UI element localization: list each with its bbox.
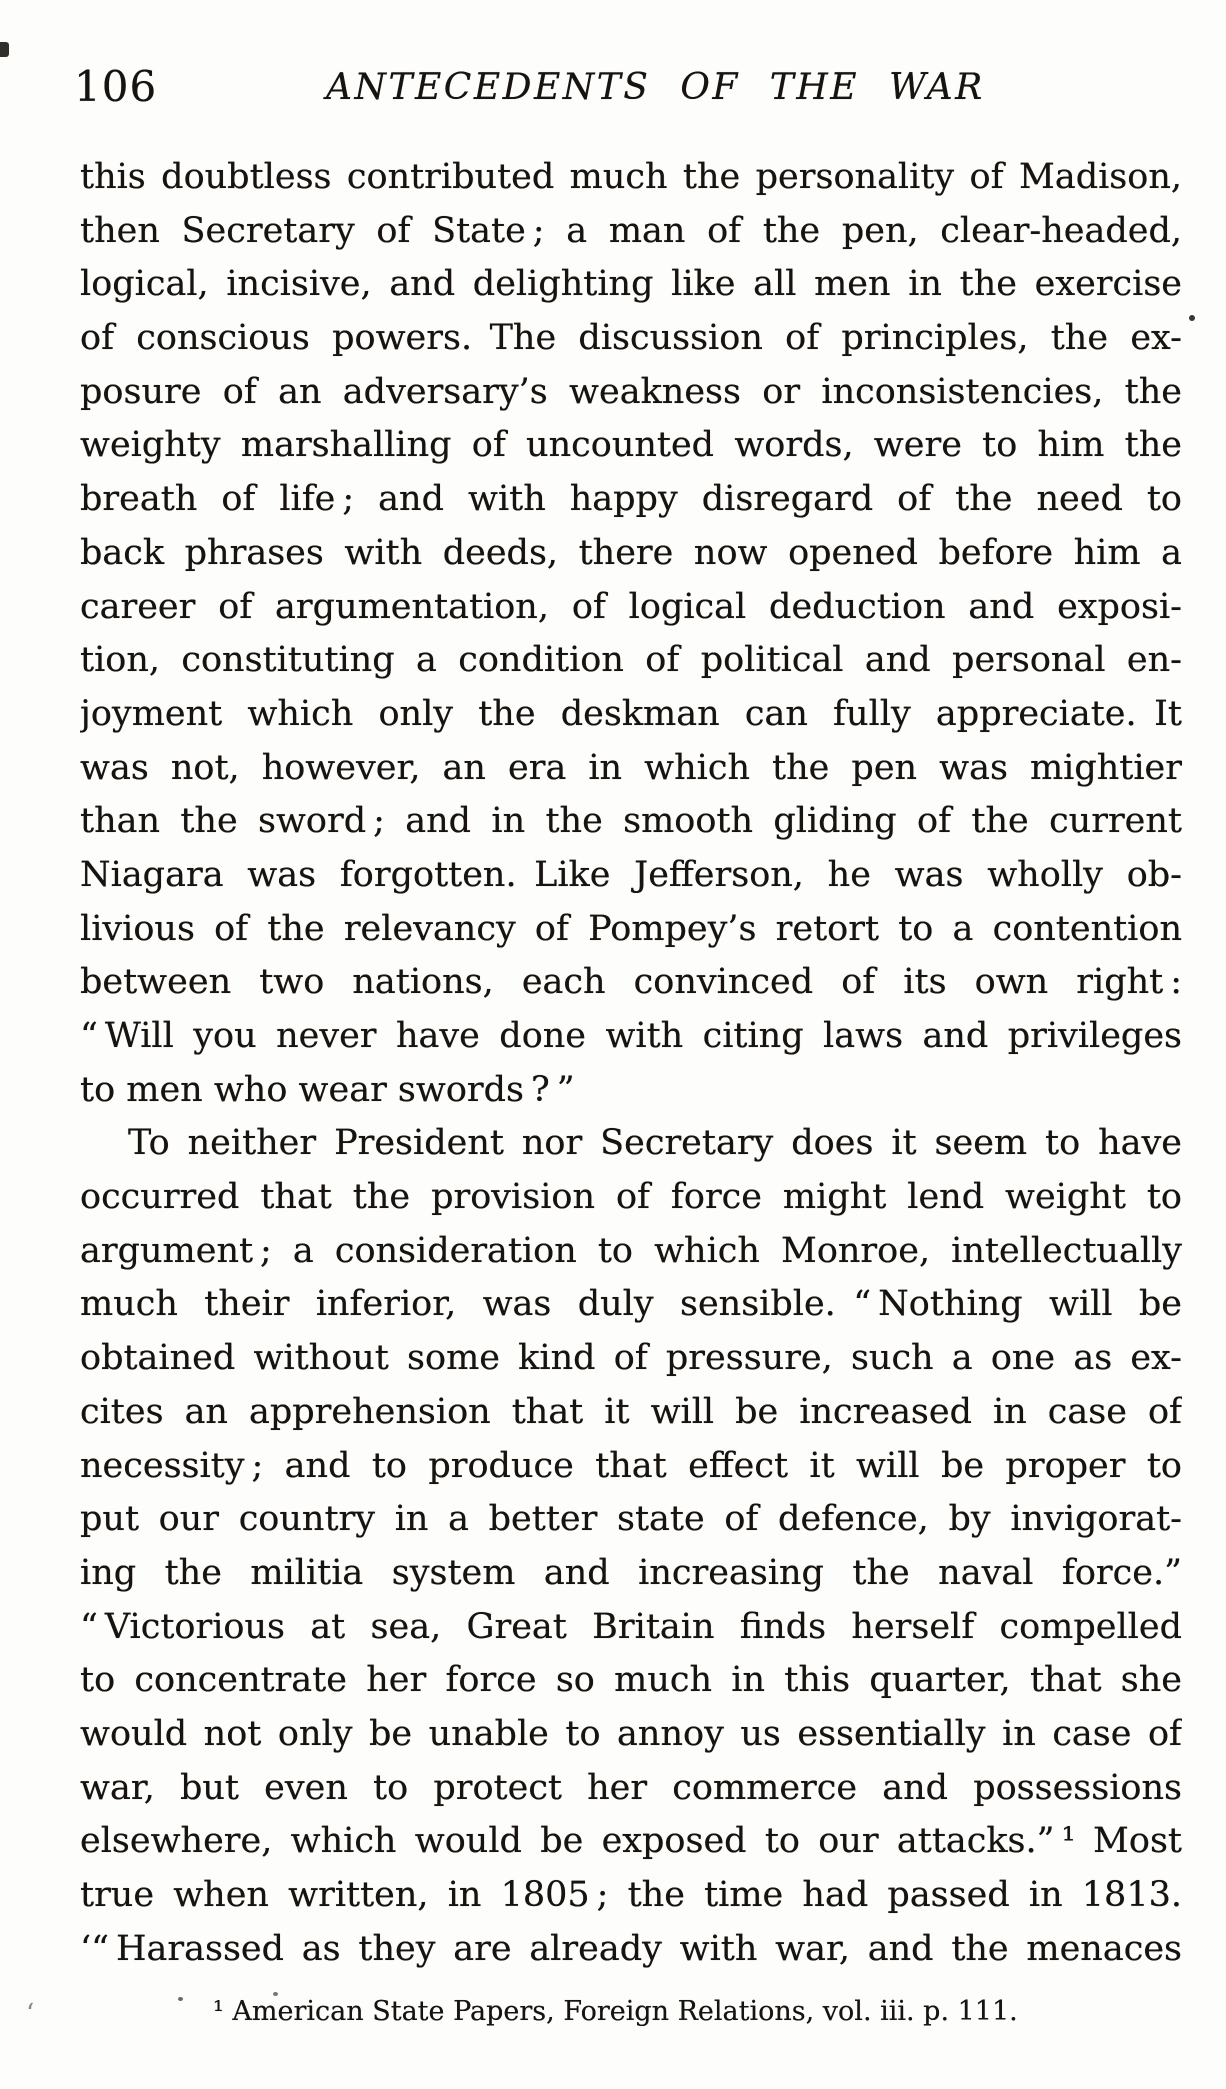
body-line: posure of an adversary’s weakness or inconsistencies, the [80, 371, 1182, 412]
body-line: Niagara was forgotten. Like Jefferson, he was wholly ob- [80, 854, 1182, 895]
body-line: breath of life ; and with happy disregard of the need to [80, 479, 1182, 520]
body-line: put our country in a better state of defence, by invigorat- [80, 1499, 1182, 1540]
body-line: tion, constituting a condition of political and personal en- [80, 640, 1182, 681]
scan-speck-artifact [273, 1992, 278, 1996]
page-number: 106 [74, 62, 158, 111]
body-line: to men who wear swords ? ” [80, 1069, 575, 1110]
body-line: between two nations, each convinced of its own right : [80, 962, 1182, 1003]
body-line: “ Will you never have done with citing laws and privileges [80, 1016, 1182, 1056]
footnote: ¹ American State Papers, Foreign Relations, vol. iii. p. 111. [213, 1996, 1018, 2027]
scan-tick-artifact: ‘ [26, 1999, 35, 2029]
body-line: to concentrate her force so much in this quarter, that she [80, 1660, 1182, 1701]
body-line: argument ; a consideration to which Monroe, intellectually [80, 1230, 1182, 1271]
body-line: was not, however, an era in which the pen was mightier [80, 747, 1182, 788]
body-line: joyment which only the deskman can fully appreciate. It [80, 693, 1182, 734]
scan-edge-artifact [0, 42, 9, 57]
body-line: than the sword ; and in the smooth gliding of the current [80, 801, 1182, 842]
body-line: true when written, in 1805 ; the time had passed in 1813. [80, 1875, 1182, 1915]
body-line: career of argumentation, of logical deduction and exposi- [80, 586, 1182, 627]
body-line: cites an apprehension that it will be increased in case of [80, 1391, 1182, 1432]
body-line: logical, incisive, and delighting like all men in the exercise [80, 264, 1182, 305]
body-line: would not only be unable to annoy us essentially in case of [80, 1713, 1182, 1754]
scan-speck-artifact [1189, 315, 1195, 321]
body-line: much their inferior, was duly sensible. “ Nothing will be [80, 1284, 1182, 1325]
body-line: this doubtless contributed much the personality of Madison, [80, 157, 1182, 197]
body-line: weighty marshalling of uncounted words, were to him the [80, 425, 1182, 466]
body-line: of conscious powers. The discussion of principles, the ex- [80, 318, 1182, 359]
body-line: war, but even to protect her commerce and possessions [80, 1767, 1182, 1808]
scan-speck-artifact [178, 1997, 183, 2001]
body-text [80, 151, 1182, 1976]
body-line: ing the militia system and increasing the naval force.” [80, 1552, 1182, 1593]
body-line: then Secretary of State ; a man of the pen, clear-headed, [80, 210, 1182, 251]
running-header: ANTECEDENTS OF THE WAR [326, 67, 985, 108]
body-line: obtained without some kind of pressure, such a one as ex- [80, 1338, 1182, 1379]
body-line: livious of the relevancy of Pompey’s retort to a contention [80, 908, 1182, 949]
body-line: “ Victorious at sea, Great Britain finds herself compelled [80, 1606, 1182, 1647]
body-line: elsewhere, which would be exposed to our attacks.” ¹ Most [80, 1821, 1182, 1862]
body-line: occurred that the provision of force might lend weight to [80, 1177, 1182, 1218]
body-line: To neither President nor Secretary does it seem to have [128, 1123, 1182, 1164]
body-line: ‘“ Harassed as they are already with war, and the menaces [80, 1928, 1182, 1969]
body-line: back phrases with deeds, there now opened before him a [80, 532, 1182, 573]
body-line: necessity ; and to produce that effect it will be proper to [80, 1445, 1182, 1486]
